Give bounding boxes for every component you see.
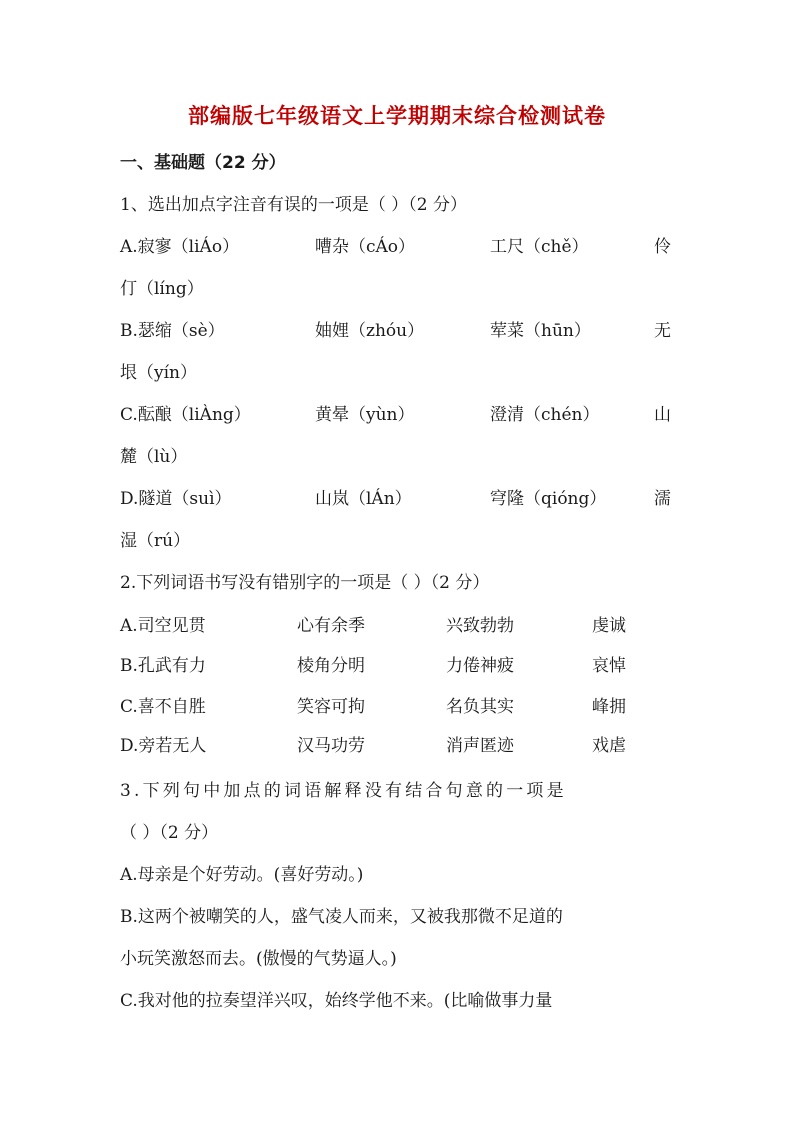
q1-option-a-2: 嘈杂（cÁo） [315,237,416,257]
q2-option-b-1: B.孔武有力 [120,656,206,676]
question-3-stem-cont: （ ）（2 分） [120,823,219,843]
q2-option-d-3: 消声匿迹 [446,736,514,756]
q2-option-d-1: D.旁若无人 [120,736,207,756]
q2-option-a-1: A.司空见贯 [120,616,206,636]
q1-option-c-2: 黄晕（yùn） [315,405,415,425]
q1-option-a-1: A.寂寥（liÁo） [120,237,240,257]
q1-option-d-cont: 湿（rú） [120,531,191,551]
q1-option-c-4: 山 [654,405,671,425]
q2-option-a-2: 心有余季 [297,616,365,636]
exam-title: 部编版七年级语文上学期期末综合检测试卷 [188,104,606,128]
question-3-stem: 3.下列句中加点的词语解释没有结合句意的一项是 [120,781,567,801]
question-2-stem: 2.下列词语书写没有错别字的一项是（ ）（2 分） [120,573,490,593]
q1-option-c-cont: 麓（lù） [120,447,188,467]
q2-option-a-3: 兴致勃勃 [446,616,514,636]
q1-option-d-2: 山岚（lÁn） [315,489,412,509]
section-heading: 一、基础题（22 分） [120,153,286,173]
q1-option-b-4: 无 [654,321,671,341]
q1-option-b-cont: 垠（yín） [120,363,197,383]
q2-option-c-4: 峰拥 [592,697,626,717]
q1-option-c-1: C.酝酿（liÀng） [120,405,251,425]
q3-option-b-line2: 小玩笑激怒而去。(傲慢的气势逼人。) [120,949,397,969]
q2-option-c-1: C.喜不自胜 [120,697,206,717]
q3-option-b-line1: B.这两个被嘲笑的人，盛气凌人而来，又被我那微不足道的 [120,907,563,927]
q2-option-b-2: 棱角分明 [297,656,365,676]
q1-option-d-4: 濡 [654,489,671,509]
q1-option-c-3: 澄清（chén） [490,405,600,425]
q3-option-c-line1: C.我对他的拉奏望洋兴叹，始终学他不来。(比喻做事力量 [120,991,553,1011]
q1-option-d-3: 穹隆（qióng） [490,489,607,509]
q1-option-d-1: D.隧道（suì） [120,489,232,509]
question-1-stem: 1、选出加点字注音有误的一项是（ ）（2 分） [120,195,467,215]
q3-option-a: A.母亲是个好劳动。(喜好劳动。) [120,865,364,885]
q1-option-b-3: 荤菜（hūn） [490,321,591,341]
q2-option-d-4: 戏虐 [592,736,626,756]
q2-option-c-2: 笑容可拘 [297,697,365,717]
q1-option-a-4: 伶 [654,237,671,257]
q2-option-d-2: 汉马功劳 [297,736,365,756]
q2-option-b-3: 力倦神疲 [446,656,514,676]
q2-option-a-4: 虔诚 [592,616,626,636]
q1-option-a-cont: 仃（líng） [120,279,204,299]
q2-option-c-3: 名负其实 [446,697,514,717]
q1-option-a-3: 工尺（chě） [490,237,589,257]
q2-option-b-4: 哀悼 [592,656,626,676]
q1-option-b-1: B.瑟缩（sè） [120,321,225,341]
q1-option-b-2: 妯娌（zhóu） [315,321,425,341]
